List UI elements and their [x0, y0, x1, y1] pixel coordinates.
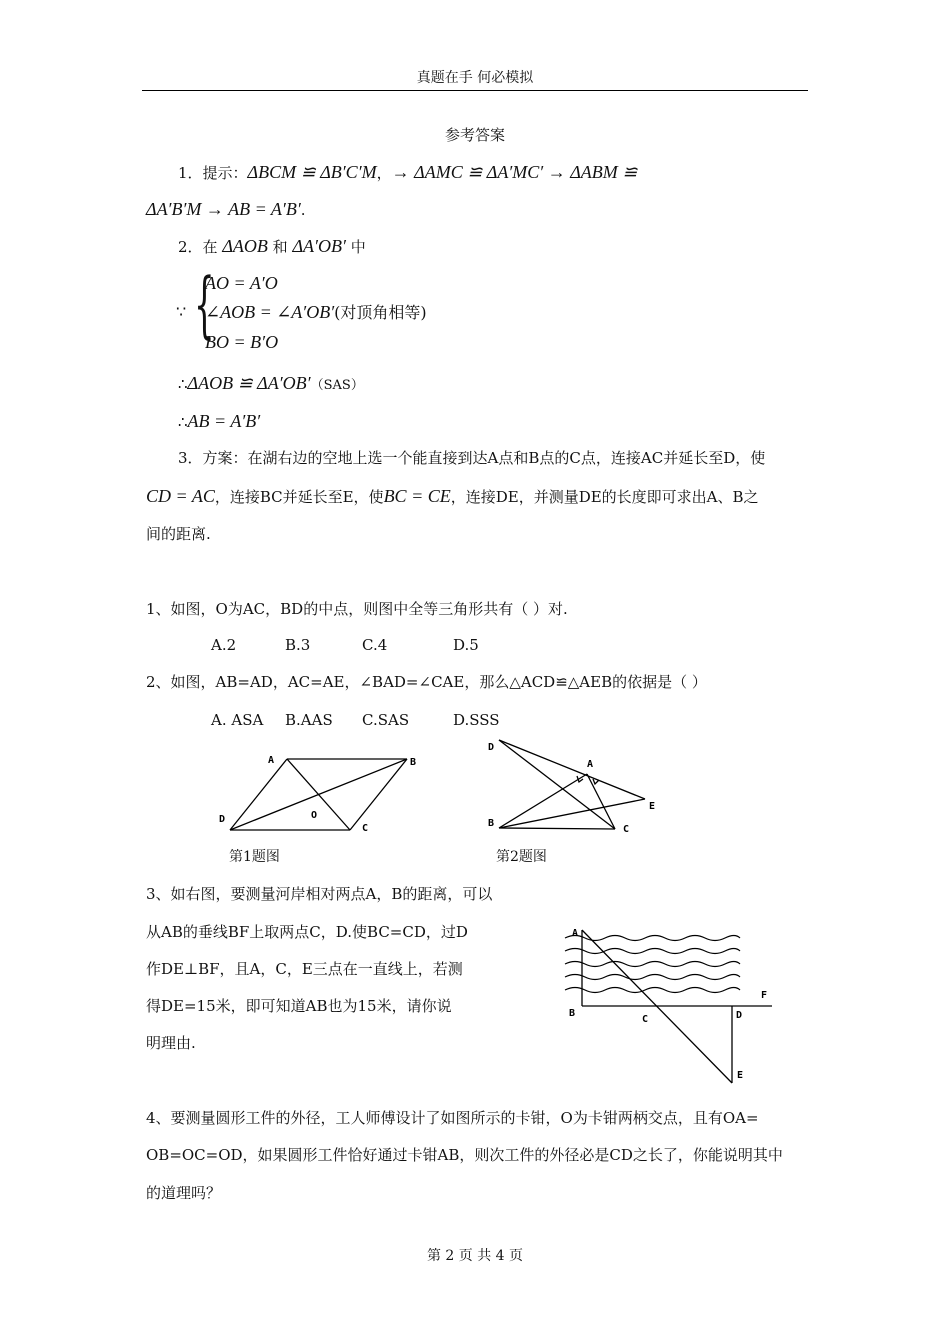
answer-1-prefix: 1．提示： [178, 164, 248, 182]
fig3-label-a: A [572, 928, 579, 939]
fig3-label-b: B [569, 1008, 576, 1019]
answer-2-sas: （SAS） [310, 378, 364, 393]
answer-2-mid: 中 [350, 238, 366, 256]
question-3-line-5: 明理由. [146, 1034, 196, 1052]
therefore-symbol-2: ∴ [178, 413, 188, 431]
fig1-label-b: B [410, 757, 417, 768]
diagonal-bd [230, 759, 407, 830]
side-da [230, 759, 287, 830]
fig1-label-c: C [362, 823, 369, 834]
answer-3-line-2 [146, 485, 759, 508]
header-rule [142, 90, 808, 91]
fig2-label-a: A [587, 759, 594, 770]
answer-1-eq3: ΔA′B′M → AB = A′B′ [146, 199, 301, 219]
therefore-symbol: ∴ [178, 375, 188, 393]
answer-2-conclusion-2 [178, 410, 260, 433]
figure-2-triangles [482, 735, 667, 840]
segment-dc [499, 740, 615, 829]
fig2-label-b: B [488, 818, 495, 829]
answer-2-tri1: ΔAOB [222, 236, 268, 256]
q1-option-a: A.2 [211, 636, 237, 654]
question-4-line-2: OB=OC=OD，如果圆形工件恰好通过卡钳AB，则次工件的外径必是CD之长了，你能说明其中 [146, 1146, 783, 1164]
segment-bc [499, 828, 615, 829]
answer-3-mid: ，连接BC并延长至E，使 [214, 488, 384, 506]
q1-option-b: B.3 [285, 636, 311, 654]
segment-ac [587, 774, 615, 829]
answer-1-eq1: ΔBCM ≌ ΔB′C′M [247, 162, 377, 182]
question-4-line-1: 4、要测量圆形工件的外径，工人师傅设计了如图所示的卡钳，O为卡钳两柄交点，且有OA= [146, 1109, 759, 1127]
question-4-line-3: 的道理吗？ [146, 1184, 222, 1202]
question-3-line-3: 作DE⊥BF，且A，C，E三点在一直线上，若测 [146, 960, 463, 978]
answer-1-eq2: → ΔAMC ≌ ΔA′MC′ → ΔABM ≌ [391, 162, 638, 182]
figure-3-river [560, 918, 780, 1088]
fig2-label-c: C [623, 824, 630, 835]
question-3-line-1: 3、如右图，要测量河岸相对两点A，B的距离，可以 [146, 885, 493, 903]
q2-option-b: B.AAS [285, 711, 333, 729]
answer-2-conclusion-1 [178, 372, 364, 397]
answer-3-tail: ，连接DE，并测量DE的长度即可求出A、B之 [450, 488, 759, 506]
fig2-label-d: D [488, 742, 495, 753]
answers-title: 参考答案 [444, 126, 505, 144]
q1-option-d: D.5 [453, 636, 479, 654]
answer-2-line-3 [205, 331, 278, 354]
answer-3-line-3: 间的距离. [146, 525, 211, 543]
q2-option-d: D.SSS [453, 711, 500, 729]
fig1-label-d: D [219, 814, 226, 825]
answer-2-and: 和 [272, 238, 288, 256]
page-header: 真题在手 何必模拟 [416, 70, 534, 86]
answer-1-line-2 [146, 198, 306, 221]
answer-2-lead: 2．在 [178, 238, 218, 256]
q1-option-c: C.4 [362, 636, 388, 654]
fig3-label-e: E [737, 1070, 744, 1081]
fig3-label-c: C [642, 1014, 649, 1025]
answer-2-line-2 [205, 301, 427, 324]
figure-2-caption: 第2题图 [496, 849, 547, 865]
answer-1-line-1 [178, 161, 637, 184]
fig1-label-a: A [268, 755, 275, 766]
answer-2-eq-3: BO = B′O [205, 332, 279, 352]
answer-3-eq-1: CD = AC [146, 486, 215, 506]
answer-2-eq-1: AO = A′O [205, 273, 278, 293]
question-3-line-4: 得DE=15米，即可知道AB也为15米，请你说 [146, 997, 452, 1015]
river-waves [565, 936, 740, 993]
answer-1-sep: ， [376, 164, 392, 182]
answer-3-eq-2: BC = CE [383, 486, 451, 506]
figure-1-parallelogram [210, 745, 425, 840]
answer-2-tri2: ΔA′OB′ [292, 236, 346, 256]
left-brace: { [194, 262, 215, 346]
segment-de [499, 740, 645, 799]
fig3-label-d: D [736, 1010, 743, 1021]
side-bc [350, 759, 407, 830]
answer-3-line-1: 3．方案：在湖右边的空地上选一个能直接到达A点和B点的C点，连接AC并延长至D，使 [178, 449, 766, 467]
fig1-label-o: O [311, 810, 318, 821]
answer-2-concl-eq: ΔAOB ≌ ΔA′OB′ [187, 373, 311, 393]
question-3-line-2: 从AB的垂线BF上取两点C，D.使BC=CD，过D [146, 923, 468, 941]
answer-2-intro [178, 235, 366, 258]
because-symbol: ∵ [176, 302, 187, 321]
fig3-label-f: F [761, 990, 768, 1001]
answer-2-concl-eq-2: AB = A′B′ [187, 411, 261, 431]
answer-2-note: (对顶角相等) [334, 303, 427, 322]
fig2-label-e: E [649, 801, 656, 812]
question-1-text: 1、如图，O为AC，BD的中点，则图中全等三角形共有（ ）对. [146, 600, 568, 618]
answer-2-line-1 [205, 272, 278, 295]
q2-option-a: A. ASA [211, 711, 264, 729]
answer-1-end: . [300, 201, 306, 219]
answer-2-eq-2: ∠AOB = ∠A′OB′ [205, 302, 335, 322]
figure-1-caption: 第1题图 [229, 849, 280, 865]
page-footer: 第 2 页 共 4 页 [426, 1248, 524, 1264]
q2-option-c: C.SAS [362, 711, 410, 729]
question-2-text: 2、如图，AB=AD，AC=AE，∠BAD=∠CAE，那么△ACD≌△AEB的依据是（ ） [146, 673, 707, 691]
